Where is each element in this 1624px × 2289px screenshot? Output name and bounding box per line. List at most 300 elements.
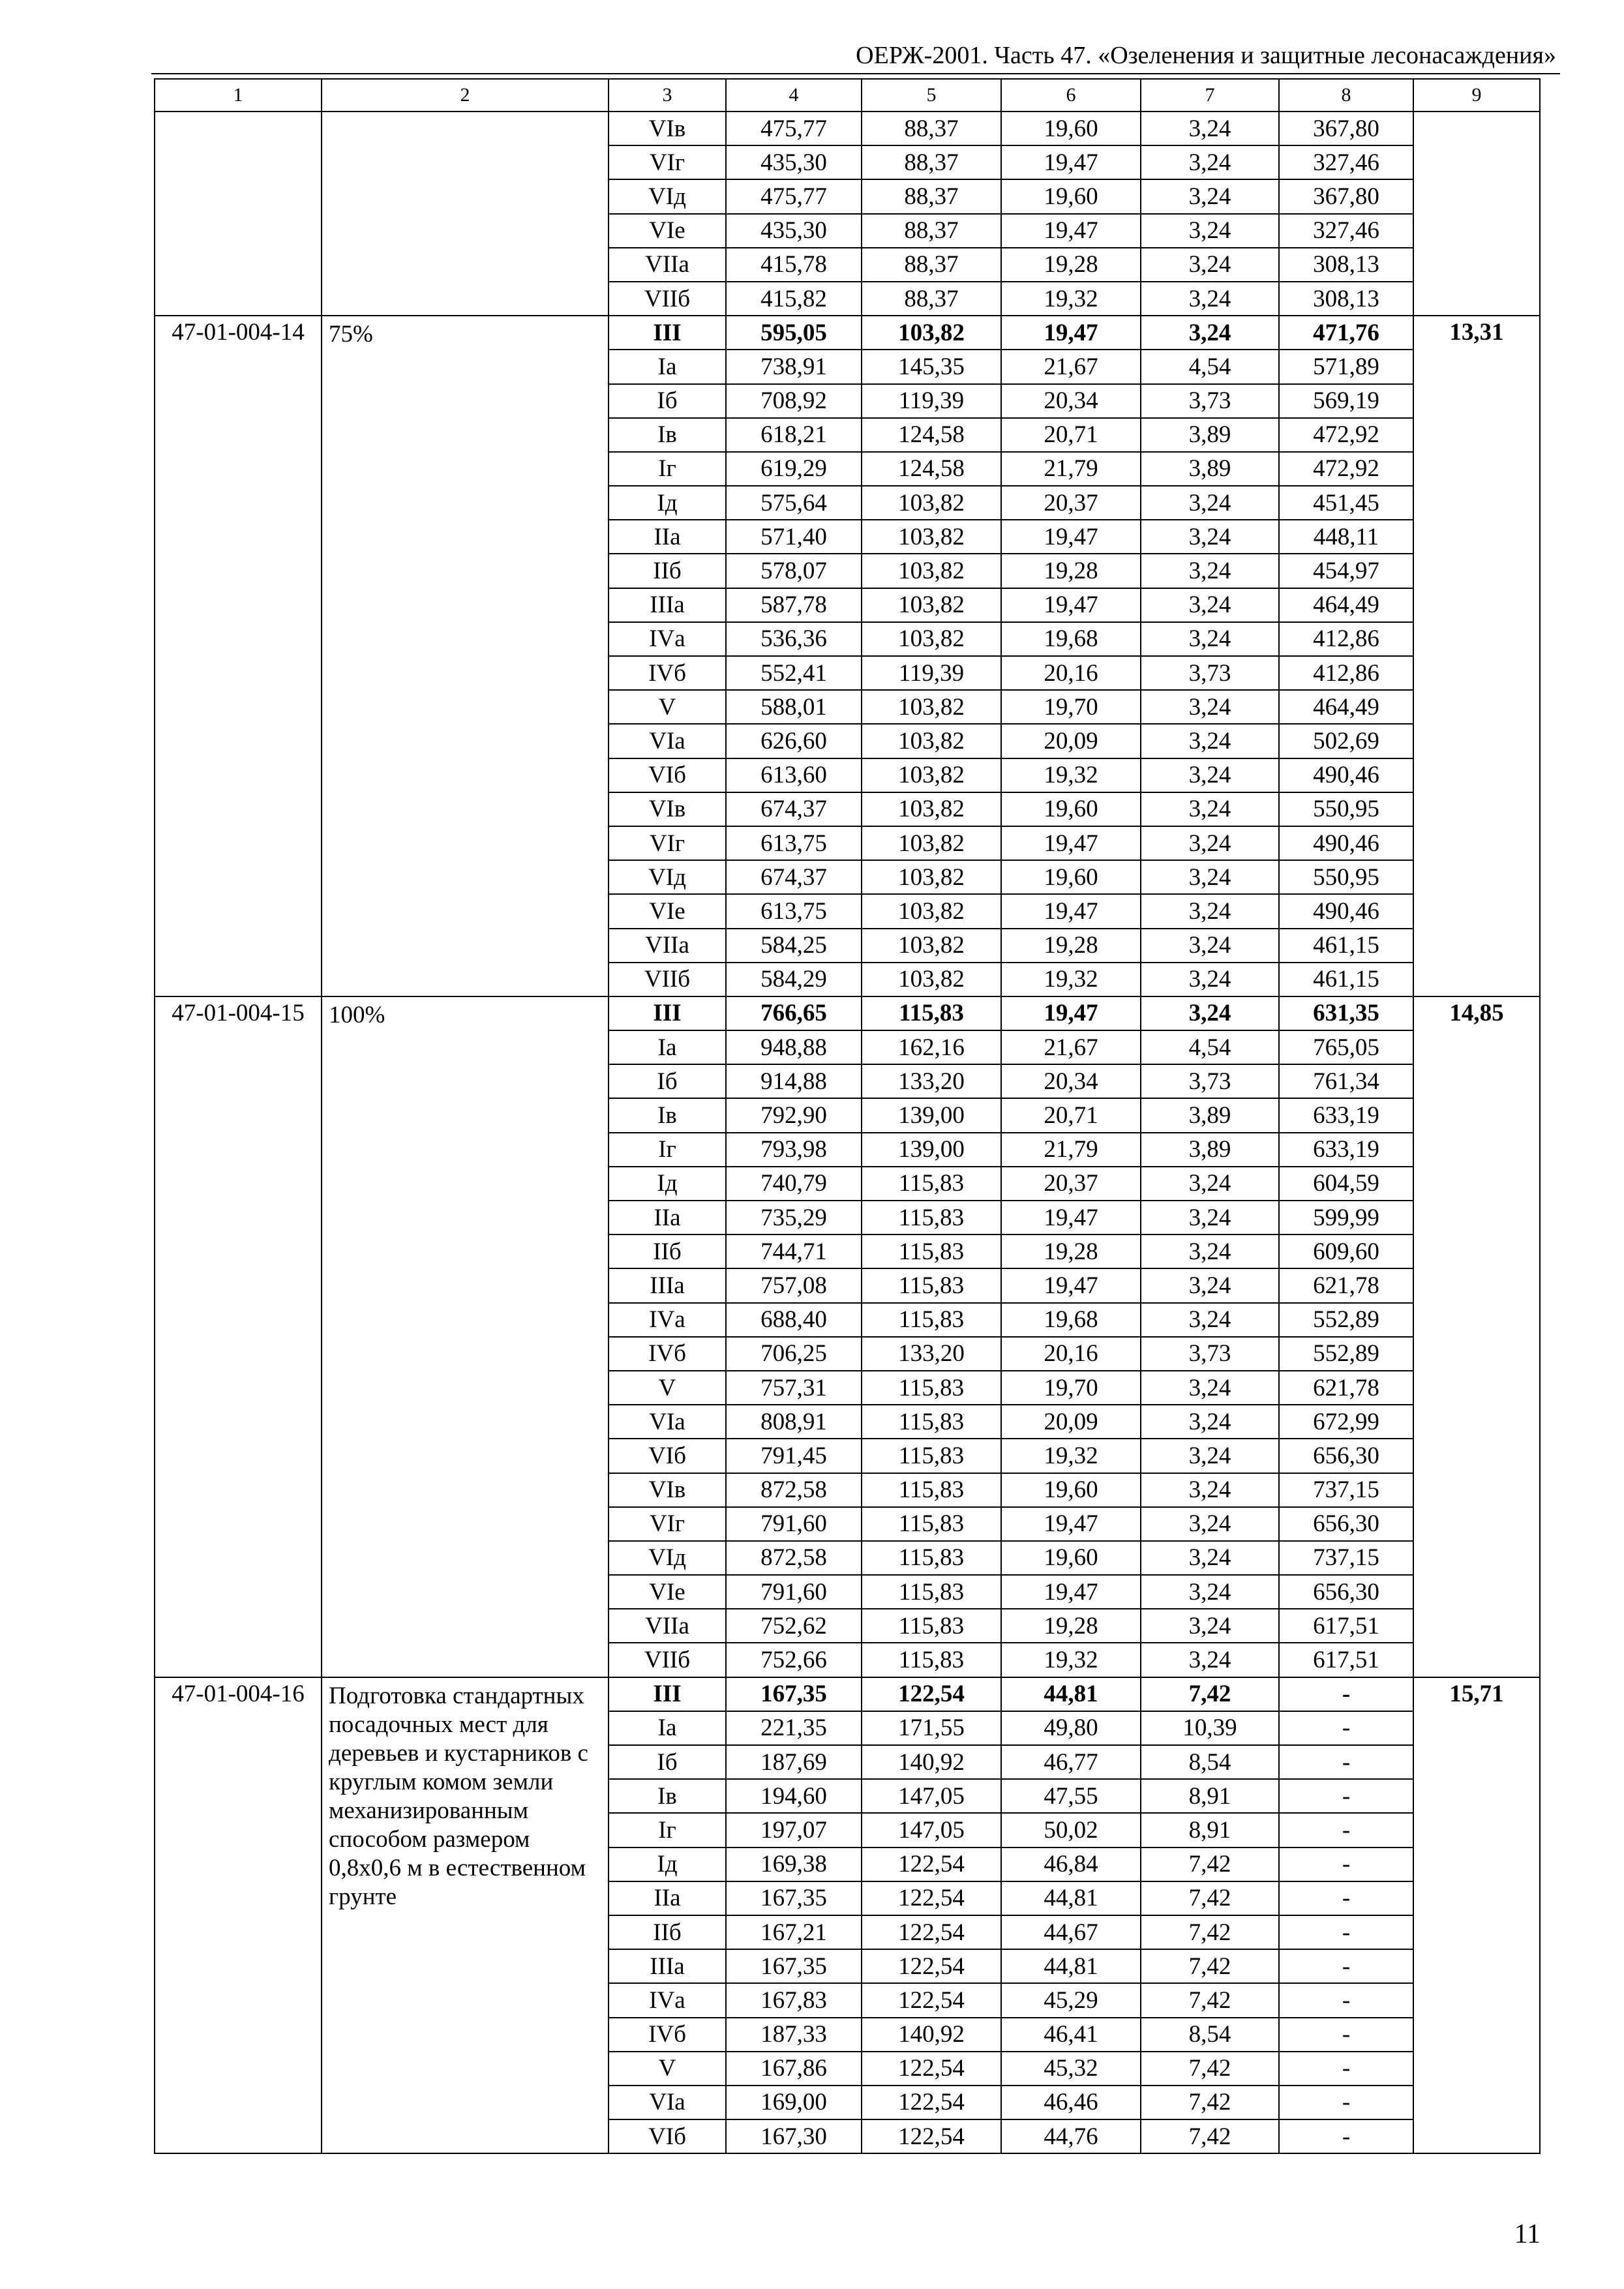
operator-wages-cell: 3,24 bbox=[1141, 1405, 1279, 1439]
labor-wages-cell: 115,83 bbox=[862, 1575, 1001, 1609]
labor-wages-cell: 115,83 bbox=[862, 1167, 1001, 1201]
operator-wages-cell: 3,24 bbox=[1141, 179, 1279, 213]
machines-cell: 45,32 bbox=[1001, 2052, 1141, 2086]
machines-cell: 19,47 bbox=[1001, 1268, 1141, 1302]
operator-wages-cell: 3,24 bbox=[1141, 248, 1279, 282]
machines-cell: 20,16 bbox=[1001, 1337, 1141, 1371]
materials-cell: 461,15 bbox=[1279, 963, 1413, 996]
operator-wages-cell: 3,24 bbox=[1141, 520, 1279, 554]
total-cost-cell: 221,35 bbox=[726, 1711, 862, 1745]
coef-cell: IIа bbox=[609, 520, 726, 554]
total-cost-cell: 872,58 bbox=[726, 1541, 862, 1575]
index-cell: 14,85 bbox=[1413, 996, 1540, 1677]
coef-cell: VIIб bbox=[609, 282, 726, 316]
total-cost-cell: 435,30 bbox=[726, 214, 862, 248]
coef-cell: VIд bbox=[609, 860, 726, 894]
code-cell bbox=[155, 112, 322, 316]
materials-cell: - bbox=[1279, 1949, 1413, 1983]
code-cell: 47-01-004-15 bbox=[155, 996, 322, 1677]
labor-wages-cell: 124,58 bbox=[862, 418, 1001, 452]
column-number: 5 bbox=[862, 79, 1001, 112]
operator-wages-cell: 3,24 bbox=[1141, 1201, 1279, 1234]
coef-cell: V bbox=[609, 690, 726, 724]
labor-wages-cell: 103,82 bbox=[862, 486, 1001, 520]
total-cost-cell: 792,90 bbox=[726, 1098, 862, 1132]
column-number: 6 bbox=[1001, 79, 1141, 112]
materials-cell: 490,46 bbox=[1279, 826, 1413, 860]
total-cost-cell: 584,25 bbox=[726, 929, 862, 963]
labor-wages-cell: 133,20 bbox=[862, 1337, 1001, 1371]
operator-wages-cell: 7,42 bbox=[1141, 1983, 1279, 2017]
materials-cell: 552,89 bbox=[1279, 1337, 1413, 1371]
materials-cell: 656,30 bbox=[1279, 1439, 1413, 1473]
materials-cell: 454,97 bbox=[1279, 554, 1413, 588]
operator-wages-cell: 3,73 bbox=[1141, 1064, 1279, 1098]
coef-cell: VIб bbox=[609, 1439, 726, 1473]
page-header: ОЕРЖ-2001. Часть 47. «Озеленения и защитные лесонасаждения» bbox=[856, 42, 1556, 69]
index-cell: 15,71 bbox=[1413, 1677, 1540, 2154]
materials-cell: 550,95 bbox=[1279, 792, 1413, 826]
total-cost-cell: 167,83 bbox=[726, 1983, 862, 2017]
coef-cell: Iб bbox=[609, 1064, 726, 1098]
table-row bbox=[155, 112, 1540, 145]
coef-cell: V bbox=[609, 2052, 726, 2086]
materials-cell: 656,30 bbox=[1279, 1507, 1413, 1541]
operator-wages-cell: 3,24 bbox=[1141, 1643, 1279, 1677]
operator-wages-cell: 7,42 bbox=[1141, 2052, 1279, 2086]
code-cell: 47-01-004-14 bbox=[155, 316, 322, 996]
operator-wages-cell: 3,24 bbox=[1141, 1439, 1279, 1473]
labor-wages-cell: 119,39 bbox=[862, 384, 1001, 418]
operator-wages-cell: 8,91 bbox=[1141, 1813, 1279, 1847]
labor-wages-cell: 103,82 bbox=[862, 758, 1001, 792]
materials-cell: 550,95 bbox=[1279, 860, 1413, 894]
labor-wages-cell: 171,55 bbox=[862, 1711, 1001, 1745]
coef-cell: IIа bbox=[609, 1201, 726, 1234]
coef-cell: IVб bbox=[609, 656, 726, 690]
coef-cell: VIг bbox=[609, 826, 726, 860]
code-cell: 47-01-004-16 bbox=[155, 1677, 322, 2154]
total-cost-cell: 688,40 bbox=[726, 1303, 862, 1337]
table-row bbox=[155, 996, 1540, 1030]
column-number: 2 bbox=[322, 79, 609, 112]
labor-wages-cell: 115,83 bbox=[862, 1201, 1001, 1234]
total-cost-cell: 757,31 bbox=[726, 1371, 862, 1405]
total-cost-cell: 872,58 bbox=[726, 1473, 862, 1507]
total-cost-cell: 475,77 bbox=[726, 112, 862, 145]
total-cost-cell: 793,98 bbox=[726, 1133, 862, 1167]
total-cost-cell: 744,71 bbox=[726, 1234, 862, 1268]
operator-wages-cell: 3,24 bbox=[1141, 1303, 1279, 1337]
machines-cell: 19,47 bbox=[1001, 1201, 1141, 1234]
total-cost-cell: 808,91 bbox=[726, 1405, 862, 1439]
total-cost-cell: 415,78 bbox=[726, 248, 862, 282]
labor-wages-cell: 88,37 bbox=[862, 282, 1001, 316]
operator-wages-cell: 3,24 bbox=[1141, 282, 1279, 316]
materials-cell: 490,46 bbox=[1279, 894, 1413, 928]
coef-cell: Iа bbox=[609, 350, 726, 383]
machines-cell: 46,41 bbox=[1001, 2018, 1141, 2052]
materials-cell: 604,59 bbox=[1279, 1167, 1413, 1201]
operator-wages-cell: 3,73 bbox=[1141, 656, 1279, 690]
operator-wages-cell: 7,42 bbox=[1141, 1881, 1279, 1915]
labor-wages-cell: 122,54 bbox=[862, 2119, 1001, 2153]
total-cost-cell: 194,60 bbox=[726, 1779, 862, 1813]
total-cost-cell: 708,92 bbox=[726, 384, 862, 418]
coef-cell: IVб bbox=[609, 1337, 726, 1371]
materials-cell: 599,99 bbox=[1279, 1201, 1413, 1234]
coef-cell: VIб bbox=[609, 2119, 726, 2153]
labor-wages-cell: 115,83 bbox=[862, 1303, 1001, 1337]
coef-cell: VIд bbox=[609, 179, 726, 213]
operator-wages-cell: 7,42 bbox=[1141, 1949, 1279, 1983]
coef-cell: Iв bbox=[609, 1098, 726, 1132]
machines-cell: 19,68 bbox=[1001, 622, 1141, 656]
header-rule bbox=[151, 73, 1560, 74]
labor-wages-cell: 115,83 bbox=[862, 1268, 1001, 1302]
coef-cell: Iв bbox=[609, 418, 726, 452]
labor-wages-cell: 122,54 bbox=[862, 2086, 1001, 2119]
labor-wages-cell: 162,16 bbox=[862, 1030, 1001, 1064]
machines-cell: 20,34 bbox=[1001, 384, 1141, 418]
machines-cell: 20,37 bbox=[1001, 1167, 1141, 1201]
total-cost-cell: 197,07 bbox=[726, 1813, 862, 1847]
total-cost-cell: 584,29 bbox=[726, 963, 862, 996]
machines-cell: 19,32 bbox=[1001, 758, 1141, 792]
machines-cell: 19,32 bbox=[1001, 282, 1141, 316]
materials-cell: 471,76 bbox=[1279, 316, 1413, 350]
operator-wages-cell: 10,39 bbox=[1141, 1711, 1279, 1745]
machines-cell: 44,76 bbox=[1001, 2119, 1141, 2153]
total-cost-cell: 738,91 bbox=[726, 350, 862, 383]
materials-cell: - bbox=[1279, 1983, 1413, 2017]
labor-wages-cell: 88,37 bbox=[862, 214, 1001, 248]
materials-cell: 308,13 bbox=[1279, 248, 1413, 282]
labor-wages-cell: 115,83 bbox=[862, 996, 1001, 1030]
coef-cell: IIа bbox=[609, 1881, 726, 1915]
labor-wages-cell: 122,54 bbox=[862, 1949, 1001, 1983]
labor-wages-cell: 147,05 bbox=[862, 1779, 1001, 1813]
machines-cell: 19,70 bbox=[1001, 690, 1141, 724]
total-cost-cell: 619,29 bbox=[726, 452, 862, 486]
total-cost-cell: 187,33 bbox=[726, 2018, 862, 2052]
column-number: 9 bbox=[1413, 79, 1540, 112]
machines-cell: 19,28 bbox=[1001, 1609, 1141, 1643]
coef-cell: III bbox=[609, 316, 726, 350]
labor-wages-cell: 115,83 bbox=[862, 1609, 1001, 1643]
operator-wages-cell: 3,24 bbox=[1141, 486, 1279, 520]
labor-wages-cell: 103,82 bbox=[862, 826, 1001, 860]
materials-cell: 571,89 bbox=[1279, 350, 1413, 383]
machines-cell: 44,81 bbox=[1001, 1949, 1141, 1983]
total-cost-cell: 674,37 bbox=[726, 792, 862, 826]
total-cost-cell: 475,77 bbox=[726, 179, 862, 213]
machines-cell: 47,55 bbox=[1001, 1779, 1141, 1813]
column-number-row bbox=[155, 79, 1540, 112]
coef-cell: V bbox=[609, 1371, 726, 1405]
total-cost-cell: 914,88 bbox=[726, 1064, 862, 1098]
machines-cell: 49,80 bbox=[1001, 1711, 1141, 1745]
coef-cell: VIе bbox=[609, 1575, 726, 1609]
machines-cell: 19,28 bbox=[1001, 554, 1141, 588]
index-cell: 13,31 bbox=[1413, 316, 1540, 996]
machines-cell: 19,60 bbox=[1001, 1473, 1141, 1507]
coef-cell: VIIа bbox=[609, 248, 726, 282]
coef-cell: IIб bbox=[609, 1915, 726, 1949]
operator-wages-cell: 7,42 bbox=[1141, 1848, 1279, 1881]
machines-cell: 19,47 bbox=[1001, 826, 1141, 860]
coef-cell: VIа bbox=[609, 1405, 726, 1439]
operator-wages-cell: 3,24 bbox=[1141, 1234, 1279, 1268]
labor-wages-cell: 103,82 bbox=[862, 860, 1001, 894]
machines-cell: 21,79 bbox=[1001, 1133, 1141, 1167]
machines-cell: 19,60 bbox=[1001, 792, 1141, 826]
total-cost-cell: 757,08 bbox=[726, 1268, 862, 1302]
machines-cell: 19,60 bbox=[1001, 179, 1141, 213]
total-cost-cell: 578,07 bbox=[726, 554, 862, 588]
labor-wages-cell: 115,83 bbox=[862, 1371, 1001, 1405]
coef-cell: Iб bbox=[609, 1745, 726, 1779]
coef-cell: VIа bbox=[609, 724, 726, 758]
operator-wages-cell: 3,24 bbox=[1141, 316, 1279, 350]
machines-cell: 19,32 bbox=[1001, 1439, 1141, 1473]
materials-cell: 490,46 bbox=[1279, 758, 1413, 792]
total-cost-cell: 948,88 bbox=[726, 1030, 862, 1064]
machines-cell: 21,67 bbox=[1001, 350, 1141, 383]
operator-wages-cell: 3,24 bbox=[1141, 1541, 1279, 1575]
materials-cell: - bbox=[1279, 1848, 1413, 1881]
total-cost-cell: 752,62 bbox=[726, 1609, 862, 1643]
coef-cell: IIIа bbox=[609, 1268, 726, 1302]
materials-cell: - bbox=[1279, 1813, 1413, 1847]
machines-cell: 20,71 bbox=[1001, 418, 1141, 452]
operator-wages-cell: 3,24 bbox=[1141, 112, 1279, 145]
materials-cell: 737,15 bbox=[1279, 1541, 1413, 1575]
coef-cell: VIв bbox=[609, 112, 726, 145]
materials-cell: 308,13 bbox=[1279, 282, 1413, 316]
coef-cell: VIе bbox=[609, 214, 726, 248]
total-cost-cell: 626,60 bbox=[726, 724, 862, 758]
total-cost-cell: 595,05 bbox=[726, 316, 862, 350]
total-cost-cell: 169,38 bbox=[726, 1848, 862, 1881]
total-cost-cell: 613,75 bbox=[726, 826, 862, 860]
operator-wages-cell: 3,24 bbox=[1141, 826, 1279, 860]
operator-wages-cell: 3,89 bbox=[1141, 452, 1279, 486]
labor-wages-cell: 122,54 bbox=[862, 1983, 1001, 2017]
materials-cell: 502,69 bbox=[1279, 724, 1413, 758]
column-number: 8 bbox=[1279, 79, 1413, 112]
description-cell: 100% bbox=[322, 996, 609, 1677]
total-cost-cell: 735,29 bbox=[726, 1201, 862, 1234]
labor-wages-cell: 140,92 bbox=[862, 2018, 1001, 2052]
coef-cell: VIг bbox=[609, 145, 726, 179]
coef-cell: VIIа bbox=[609, 929, 726, 963]
coef-cell: Iб bbox=[609, 384, 726, 418]
coef-cell: Iг bbox=[609, 452, 726, 486]
column-number: 4 bbox=[726, 79, 862, 112]
materials-cell: 464,49 bbox=[1279, 588, 1413, 622]
description-cell bbox=[322, 112, 609, 316]
operator-wages-cell: 8,91 bbox=[1141, 1779, 1279, 1813]
labor-wages-cell: 103,82 bbox=[862, 792, 1001, 826]
materials-cell: 631,35 bbox=[1279, 996, 1413, 1030]
operator-wages-cell: 4,54 bbox=[1141, 1030, 1279, 1064]
total-cost-cell: 187,69 bbox=[726, 1745, 862, 1779]
coef-cell: IVа bbox=[609, 1303, 726, 1337]
operator-wages-cell: 8,54 bbox=[1141, 1745, 1279, 1779]
total-cost-cell: 752,66 bbox=[726, 1643, 862, 1677]
machines-cell: 20,16 bbox=[1001, 656, 1141, 690]
materials-cell: 621,78 bbox=[1279, 1371, 1413, 1405]
machines-cell: 19,47 bbox=[1001, 1575, 1141, 1609]
materials-cell: 461,15 bbox=[1279, 929, 1413, 963]
labor-wages-cell: 147,05 bbox=[862, 1813, 1001, 1847]
operator-wages-cell: 3,24 bbox=[1141, 1507, 1279, 1541]
materials-cell: 472,92 bbox=[1279, 452, 1413, 486]
total-cost-cell: 587,78 bbox=[726, 588, 862, 622]
machines-cell: 19,28 bbox=[1001, 1234, 1141, 1268]
total-cost-cell: 674,37 bbox=[726, 860, 862, 894]
labor-wages-cell: 103,82 bbox=[862, 724, 1001, 758]
labor-wages-cell: 103,82 bbox=[862, 963, 1001, 996]
materials-cell: 552,89 bbox=[1279, 1303, 1413, 1337]
materials-cell: 633,19 bbox=[1279, 1133, 1413, 1167]
materials-cell: - bbox=[1279, 1881, 1413, 1915]
machines-cell: 20,09 bbox=[1001, 1405, 1141, 1439]
coef-cell: Iг bbox=[609, 1813, 726, 1847]
machines-cell: 21,79 bbox=[1001, 452, 1141, 486]
materials-cell: 451,45 bbox=[1279, 486, 1413, 520]
price-table bbox=[154, 78, 1541, 2154]
operator-wages-cell: 3,24 bbox=[1141, 963, 1279, 996]
labor-wages-cell: 145,35 bbox=[862, 350, 1001, 383]
operator-wages-cell: 3,24 bbox=[1141, 1371, 1279, 1405]
operator-wages-cell: 3,24 bbox=[1141, 792, 1279, 826]
total-cost-cell: 167,86 bbox=[726, 2052, 862, 2086]
operator-wages-cell: 3,24 bbox=[1141, 929, 1279, 963]
total-cost-cell: 536,36 bbox=[726, 622, 862, 656]
machines-cell: 19,47 bbox=[1001, 1507, 1141, 1541]
machines-cell: 46,77 bbox=[1001, 1745, 1141, 1779]
labor-wages-cell: 103,82 bbox=[862, 554, 1001, 588]
labor-wages-cell: 88,37 bbox=[862, 112, 1001, 145]
machines-cell: 20,09 bbox=[1001, 724, 1141, 758]
coef-cell: III bbox=[609, 1677, 726, 1711]
coef-cell: IVб bbox=[609, 2018, 726, 2052]
total-cost-cell: 169,00 bbox=[726, 2086, 862, 2119]
labor-wages-cell: 103,82 bbox=[862, 520, 1001, 554]
total-cost-cell: 575,64 bbox=[726, 486, 862, 520]
operator-wages-cell: 3,24 bbox=[1141, 724, 1279, 758]
labor-wages-cell: 122,54 bbox=[862, 2052, 1001, 2086]
materials-cell: 765,05 bbox=[1279, 1030, 1413, 1064]
machines-cell: 19,60 bbox=[1001, 1541, 1141, 1575]
operator-wages-cell: 3,24 bbox=[1141, 1473, 1279, 1507]
labor-wages-cell: 115,83 bbox=[862, 1405, 1001, 1439]
labor-wages-cell: 115,83 bbox=[862, 1439, 1001, 1473]
operator-wages-cell: 3,89 bbox=[1141, 1133, 1279, 1167]
coef-cell: VIIб bbox=[609, 963, 726, 996]
materials-cell: - bbox=[1279, 2119, 1413, 2153]
machines-cell: 19,28 bbox=[1001, 248, 1141, 282]
labor-wages-cell: 115,83 bbox=[862, 1234, 1001, 1268]
labor-wages-cell: 103,82 bbox=[862, 929, 1001, 963]
operator-wages-cell: 7,42 bbox=[1141, 1677, 1279, 1711]
coef-cell: Iв bbox=[609, 1779, 726, 1813]
materials-cell: 737,15 bbox=[1279, 1473, 1413, 1507]
coef-cell: Iд bbox=[609, 486, 726, 520]
coef-cell: IVа bbox=[609, 622, 726, 656]
machines-cell: 19,47 bbox=[1001, 145, 1141, 179]
operator-wages-cell: 7,42 bbox=[1141, 2119, 1279, 2153]
labor-wages-cell: 115,83 bbox=[862, 1643, 1001, 1677]
machines-cell: 19,32 bbox=[1001, 963, 1141, 996]
total-cost-cell: 613,60 bbox=[726, 758, 862, 792]
labor-wages-cell: 115,83 bbox=[862, 1507, 1001, 1541]
machines-cell: 19,47 bbox=[1001, 316, 1141, 350]
materials-cell: 412,86 bbox=[1279, 656, 1413, 690]
coef-cell: Iд bbox=[609, 1848, 726, 1881]
total-cost-cell: 435,30 bbox=[726, 145, 862, 179]
machines-cell: 20,37 bbox=[1001, 486, 1141, 520]
operator-wages-cell: 3,24 bbox=[1141, 1268, 1279, 1302]
coef-cell: VIIа bbox=[609, 1609, 726, 1643]
total-cost-cell: 571,40 bbox=[726, 520, 862, 554]
total-cost-cell: 618,21 bbox=[726, 418, 862, 452]
machines-cell: 46,84 bbox=[1001, 1848, 1141, 1881]
machines-cell: 19,47 bbox=[1001, 520, 1141, 554]
labor-wages-cell: 103,82 bbox=[862, 690, 1001, 724]
machines-cell: 19,47 bbox=[1001, 588, 1141, 622]
materials-cell: 569,19 bbox=[1279, 384, 1413, 418]
machines-cell: 20,34 bbox=[1001, 1064, 1141, 1098]
operator-wages-cell: 3,89 bbox=[1141, 1098, 1279, 1132]
machines-cell: 21,67 bbox=[1001, 1030, 1141, 1064]
machines-cell: 19,60 bbox=[1001, 112, 1141, 145]
coef-cell: VIIб bbox=[609, 1643, 726, 1677]
total-cost-cell: 167,30 bbox=[726, 2119, 862, 2153]
labor-wages-cell: 88,37 bbox=[862, 179, 1001, 213]
description-cell: Подготовка стандартных посадочных мест для деревьев и кустарников с круглым комом земли механизированным способом размером 0,8х0,6 м в естественном грунте bbox=[322, 1677, 609, 2154]
materials-cell: - bbox=[1279, 1711, 1413, 1745]
machines-cell: 46,46 bbox=[1001, 2086, 1141, 2119]
materials-cell: 367,80 bbox=[1279, 179, 1413, 213]
coef-cell: VIа bbox=[609, 2086, 726, 2119]
operator-wages-cell: 3,89 bbox=[1141, 418, 1279, 452]
column-number: 7 bbox=[1141, 79, 1279, 112]
total-cost-cell: 766,65 bbox=[726, 996, 862, 1030]
materials-cell: 761,34 bbox=[1279, 1064, 1413, 1098]
coef-cell: VIг bbox=[609, 1507, 726, 1541]
coef-cell: IIIа bbox=[609, 588, 726, 622]
materials-cell: - bbox=[1279, 1915, 1413, 1949]
labor-wages-cell: 139,00 bbox=[862, 1098, 1001, 1132]
operator-wages-cell: 7,42 bbox=[1141, 2086, 1279, 2119]
machines-cell: 19,28 bbox=[1001, 929, 1141, 963]
labor-wages-cell: 124,58 bbox=[862, 452, 1001, 486]
column-number: 1 bbox=[155, 79, 322, 112]
operator-wages-cell: 3,24 bbox=[1141, 1167, 1279, 1201]
materials-cell: - bbox=[1279, 2052, 1413, 2086]
operator-wages-cell: 3,24 bbox=[1141, 145, 1279, 179]
materials-cell: - bbox=[1279, 1779, 1413, 1813]
materials-cell: 472,92 bbox=[1279, 418, 1413, 452]
operator-wages-cell: 3,73 bbox=[1141, 384, 1279, 418]
operator-wages-cell: 3,73 bbox=[1141, 1337, 1279, 1371]
machines-cell: 44,81 bbox=[1001, 1677, 1141, 1711]
machines-cell: 19,68 bbox=[1001, 1303, 1141, 1337]
materials-cell: 448,11 bbox=[1279, 520, 1413, 554]
